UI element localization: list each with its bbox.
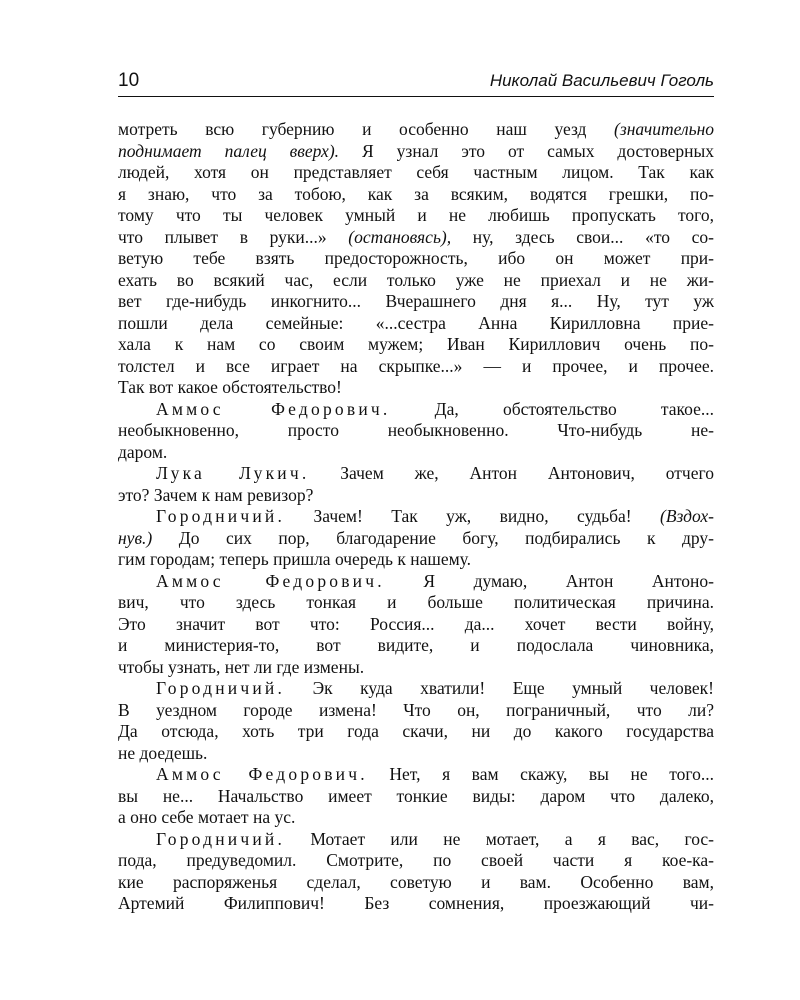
book-page [118, 70, 714, 915]
text-line [118, 700, 714, 722]
text-line [118, 291, 714, 313]
text-run: ветую тебе взять предосторожность, ибо он может при- [118, 248, 714, 268]
text-line [118, 614, 714, 636]
text-run: не доедешь. [118, 742, 208, 763]
text-line [118, 313, 714, 335]
text-run: мотреть всю губернию и особенно наш уезд [118, 119, 615, 139]
text-run: Я узнал это от самых достоверных [339, 140, 715, 161]
text-run: Мотает или не мотает, а я вас, гос- [285, 828, 714, 849]
text-line [118, 850, 714, 872]
text-line [118, 248, 714, 270]
speaker-name: Городничий. [156, 828, 286, 849]
text-line [118, 119, 714, 141]
text-line [118, 162, 714, 184]
text-run: Эк куда хватили! Еще умный человек! [285, 678, 714, 698]
text-run: До сих пор, благодарение богу, подбирались к дру- [152, 527, 714, 548]
text-run: Зачем! Так уж, видно, судьба! [285, 506, 661, 526]
text-line [118, 743, 714, 765]
text-run: я знаю, что за тобою, как за всяким, водятся грешки, по- [118, 183, 714, 204]
text-line [118, 571, 714, 593]
text-line [118, 635, 714, 657]
text-run: Я думаю, Антон Антоно- [384, 570, 714, 591]
speaker-name: Городничий. [156, 506, 286, 526]
speaker-name: Аммос Федорович. [156, 398, 391, 419]
text-line [118, 485, 714, 507]
text-run: гим городам; теперь пришла очередь к нашему. [118, 549, 472, 569]
text-line [118, 356, 714, 378]
header-author: Николай Васильевич Гоголь [489, 71, 714, 90]
text-line [118, 463, 714, 485]
text-run: толстел и все играет на скрыпке...» — и прочее, и прочее. [118, 355, 714, 376]
text-line [118, 786, 714, 808]
text-run: В уездном городе измена! Что он, пограничный, что ли? [118, 699, 714, 720]
text-line [118, 829, 714, 851]
page-number: 10 [118, 70, 140, 91]
text-run: ехать во всякий час, если только уже не приехал и не жи- [118, 269, 714, 290]
stage-direction: (значительно [614, 119, 714, 139]
text-line [118, 872, 714, 894]
text-run: ну, здесь свои... «то со- [451, 226, 714, 247]
text-run: тому что ты человек умный и не любишь пропускать того, [118, 205, 714, 225]
stage-direction: (остановясь), [348, 226, 452, 247]
text-line [118, 270, 714, 292]
text-run: чтобы узнать, нет ли где измены. [118, 656, 365, 677]
text-run: это? Зачем к нам ревизор? [118, 484, 314, 505]
text-line [118, 399, 714, 421]
text-line [118, 420, 714, 442]
text-run: пода, предуведомил. Смотрите, по своей части я кое-ка- [118, 850, 714, 870]
text-run: необыкновенно, просто необыкновенно. Что-нибудь не- [118, 420, 714, 440]
running-header [118, 70, 714, 97]
stage-direction: нув.) [118, 527, 153, 548]
text-run: людей, хотя он представляет себя частным лицом. Так как [118, 162, 714, 182]
text-run: Так вот какое обстоятельство! [118, 377, 342, 397]
text-line [118, 678, 714, 700]
stage-direction: (Вздох- [660, 506, 714, 526]
text-run: пошли дела семейные: «...сестра Анна Кирилловна прие- [118, 312, 714, 333]
text-line [118, 592, 714, 614]
text-run: вы не... Начальство имеет тонкие виды: даром что далеко, [118, 785, 714, 806]
body-text [118, 119, 714, 915]
text-run: что плывет в руки...» [118, 226, 349, 247]
speaker-name: Лука Лукич. [156, 463, 310, 483]
text-line [118, 549, 714, 571]
text-run: Зачем же, Антон Антонович, отчего [309, 463, 714, 483]
text-run: вич, что здесь тонкая и больше политическая причина. [118, 592, 714, 612]
text-line [118, 764, 714, 786]
text-run: Это значит вот что: Россия... да... хочет вести войну, [118, 613, 714, 634]
text-run: Нет, я вам скажу, вы не того... [367, 764, 714, 784]
text-run: хала к нам со своим мужем; Иван Кириллович очень по- [118, 334, 714, 354]
text-run: вет где-нибудь инкогнито... Вчерашнего дня я... Ну, тут уж [118, 291, 714, 311]
text-line [118, 506, 714, 528]
text-run: кие распоряженья сделал, советую и вам. Особенно вам, [118, 871, 714, 892]
text-line [118, 442, 714, 464]
text-line [118, 721, 714, 743]
text-line [118, 141, 714, 163]
text-run: даром. [118, 441, 168, 462]
speaker-name: Городничий. [156, 678, 286, 698]
speaker-name: Аммос Федорович. [156, 570, 385, 591]
text-run: Артемий Филиппович! Без сомнения, проезжающий чи- [118, 893, 714, 913]
text-run: Да отсюда, хоть три года скачи, ни до какого государства [118, 721, 714, 741]
text-line [118, 227, 714, 249]
text-line [118, 657, 714, 679]
stage-direction: поднимает палец вверх). [118, 140, 340, 161]
speaker-name: Аммос Федорович. [156, 764, 368, 784]
text-line [118, 205, 714, 227]
text-run: и министерия-то, вот видите, и подослала чиновника, [118, 635, 714, 655]
text-line [118, 334, 714, 356]
text-run: Да, обстоятельство такое... [390, 398, 714, 419]
text-line [118, 377, 714, 399]
text-line [118, 807, 714, 829]
text-run: а оно себе мотает на ус. [118, 807, 296, 827]
text-line [118, 528, 714, 550]
text-line [118, 893, 714, 915]
text-line [118, 184, 714, 206]
